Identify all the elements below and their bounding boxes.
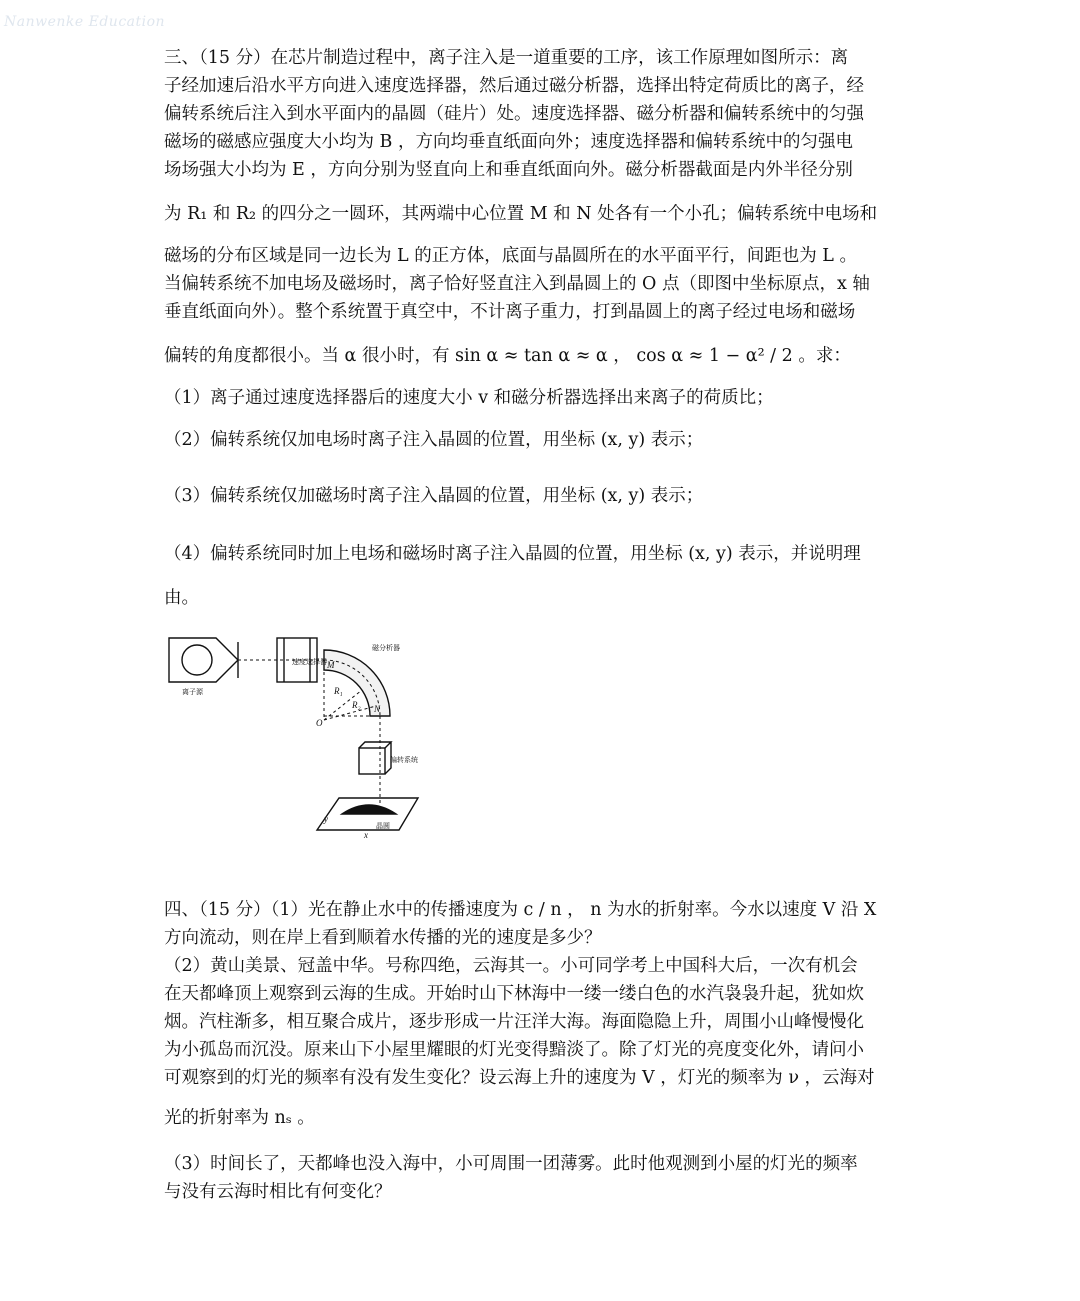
ion-source-ring [182, 645, 212, 675]
figure-label: R₁ [334, 686, 343, 696]
q3-line: 磁场的分布区域是同一边长为 L 的正方体，底面与晶圆所在的水平面平行，间距也为 L 。 [164, 246, 857, 266]
q4-line: （3）时间长了，天都峰也没入海中，小可周围一团薄雾。此时他观测到小屋的灯光的频率 [164, 1154, 858, 1174]
q4-line: 四、（15 分）（1）光在静止水中的传播速度为 c / n ， n 为水的折射率。今水以速度 V 沿 X [164, 900, 877, 920]
q4-line: 方向流动，则在岸上看到顺着水传播的光的速度是多少？ [164, 928, 602, 948]
q3-sub-question: 由。 [164, 588, 199, 608]
q3-line: 场场强大小均为 E ，方向分别为竖直向上和垂直纸面向外。磁分析器截面是内外半径分别 [164, 160, 853, 180]
q3-line: 垂直纸面向外）。整个系统置于真空中，不计离子重力，打到晶圆上的离子经过电场和磁场 [164, 302, 856, 322]
wafer [342, 805, 396, 814]
ion-implanter-figure [164, 628, 424, 840]
figure-label: N [374, 704, 381, 714]
q3-line: 偏转的角度都很小。当 α 很小时，有 sin α ≈ tan α ≈ α ， cos α ≈ 1 − α² / 2 。求： [164, 346, 851, 366]
q3-sub-question: （3）偏转系统仅加磁场时离子注入晶圆的位置，用坐标 (x, y) 表示； [164, 486, 704, 506]
q3-sub-question: （4）偏转系统同时加上电场和磁场时离子注入晶圆的位置，用坐标 (x, y) 表示，并说明理 [164, 544, 861, 564]
q3-line: 磁场的磁感应强度大小均为 B ，方向均垂直纸面向外；速度选择器和偏转系统中的匀强电 [164, 132, 853, 152]
figure-label: 偏转系统 [390, 756, 418, 764]
figure-label: 磁分析器 [372, 644, 400, 652]
q4-line: 在天都峰顶上观察到云海的生成。开始时山下林海中一缕一缕白色的水汽袅袅升起，犹如炊 [164, 984, 864, 1004]
q4-line: 为小孤岛而沉没。原来山下小屋里耀眼的灯光变得黯淡了。除了灯光的亮度变化外，请问小 [164, 1040, 864, 1060]
figure-label: 离子源 [182, 688, 203, 696]
ion-source [169, 638, 238, 682]
q3-line: 三、（15 分）在芯片制造过程中，离子注入是一道重要的工序，该工作原理如图所示：离 [164, 48, 849, 68]
figure-label: M [327, 660, 335, 670]
q4-line: 与没有云海时相比有何变化？ [164, 1182, 392, 1202]
deflection-cube [359, 748, 385, 774]
q3-sub-question: （2）偏转系统仅加电场时离子注入晶圆的位置，用坐标 (x, y) 表示； [164, 430, 704, 450]
figure-label: x [364, 830, 368, 840]
figure-label: 晶圆 [376, 822, 390, 830]
figure-label: R₂ [352, 700, 361, 710]
q4-line: 光的折射率为 nₛ 。 [164, 1108, 315, 1128]
q4-line: 烟。汽柱渐多，相互聚合成片，逐步形成一片汪洋大海。海面隐隐上升，周围小山峰慢慢化 [164, 1012, 864, 1032]
figure-label: y [324, 814, 328, 824]
figure-label: 速度选择器 [292, 658, 327, 666]
q3-line: 偏转系统后注入到水平面内的晶圆（硅片）处。速度选择器、磁分析器和偏转系统中的匀强 [164, 104, 864, 124]
q3-sub-question: （1）离子通过速度选择器后的速度大小 v 和磁分析器选择出来离子的荷质比； [164, 388, 774, 408]
q4-line: 可观察到的灯光的频率有没有发生变化？设云海上升的速度为 V ，灯光的频率为 ν ，云海对 [164, 1068, 875, 1088]
figure-label: O [316, 718, 323, 728]
watermark: Nanwenke Education [4, 14, 166, 30]
q3-line: 子经加速后沿水平方向进入速度选择器，然后通过磁分析器，选择出特定荷质比的离子，经 [164, 76, 864, 96]
q3-line: 当偏转系统不加电场及磁场时，离子恰好竖直注入到晶圆上的 O 点（即图中坐标原点，x 轴 [164, 274, 870, 294]
q3-line: 为 R₁ 和 R₂ 的四分之一圆环，其两端中心位置 M 和 N 处各有一个小孔；偏转系统中电场和 [164, 204, 878, 224]
q4-line: （2）黄山美景、冠盖中华。号称四绝，云海其一。小可同学考上中国科大后，一次有机会 [164, 956, 858, 976]
